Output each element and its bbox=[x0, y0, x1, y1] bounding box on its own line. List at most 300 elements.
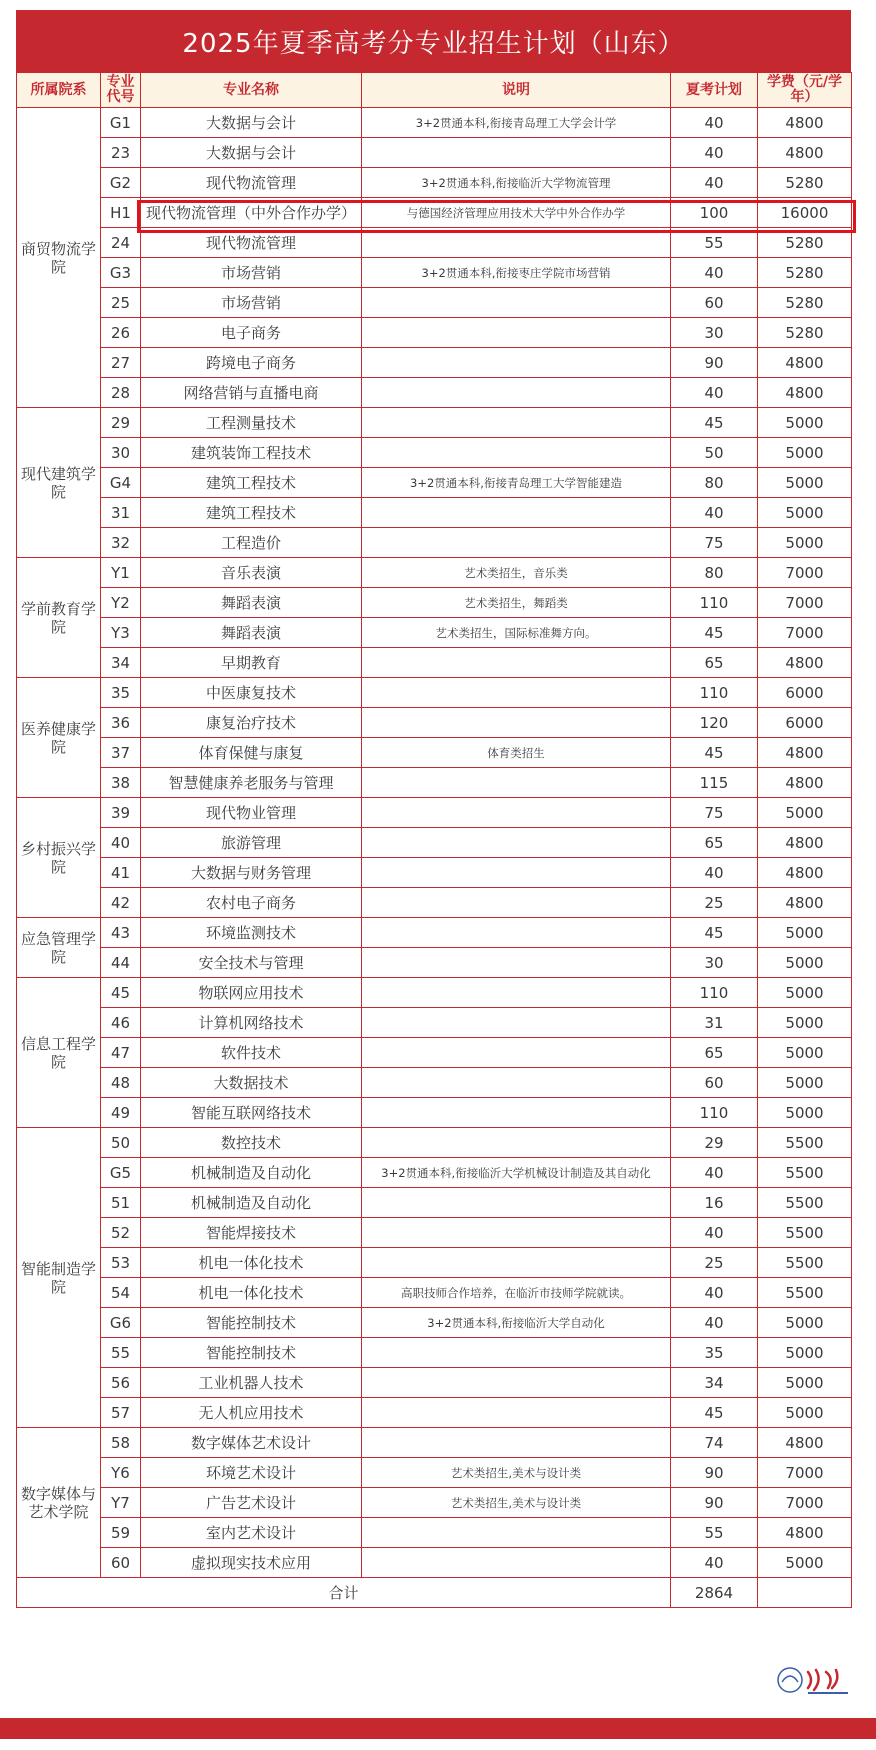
code-cell: 39 bbox=[101, 798, 141, 828]
note-cell: 与德国经济管理应用技术大学中外合作办学 bbox=[362, 198, 671, 228]
note-cell bbox=[362, 1338, 671, 1368]
major-name-cell: 中医康复技术 bbox=[141, 678, 362, 708]
code-cell: Y7 bbox=[101, 1488, 141, 1518]
note-cell: 3+2贯通本科,衔接青岛理工大学智能建造 bbox=[362, 468, 671, 498]
note-cell: 3+2贯通本科,衔接临沂大学机械设计制造及其自动化 bbox=[362, 1158, 671, 1188]
plan-cell: 45 bbox=[671, 618, 758, 648]
plan-cell: 25 bbox=[671, 888, 758, 918]
major-name-cell: 环境艺术设计 bbox=[141, 1458, 362, 1488]
table-row bbox=[17, 648, 852, 678]
code-cell: 34 bbox=[101, 648, 141, 678]
dept-cell: 乡村振兴学院 bbox=[17, 798, 101, 918]
header-plan: 夏考计划 bbox=[671, 73, 758, 108]
fee-cell: 5000 bbox=[758, 1008, 852, 1038]
plan-cell: 110 bbox=[671, 588, 758, 618]
plan-cell: 75 bbox=[671, 528, 758, 558]
plan-cell: 30 bbox=[671, 948, 758, 978]
note-cell bbox=[362, 858, 671, 888]
table-row bbox=[17, 1338, 852, 1368]
plan-cell: 60 bbox=[671, 1068, 758, 1098]
fee-cell: 4800 bbox=[758, 648, 852, 678]
major-name-cell: 广告艺术设计 bbox=[141, 1488, 362, 1518]
dept-cell: 学前教育学院 bbox=[17, 558, 101, 678]
major-name-cell: 大数据与会计 bbox=[141, 108, 362, 138]
plan-cell: 65 bbox=[671, 1038, 758, 1068]
enrollment-table bbox=[16, 72, 852, 1608]
fee-cell: 5280 bbox=[758, 228, 852, 258]
note-cell bbox=[362, 768, 671, 798]
table-row bbox=[17, 618, 852, 648]
code-cell: 48 bbox=[101, 1068, 141, 1098]
note-cell bbox=[362, 1098, 671, 1128]
fee-cell: 7000 bbox=[758, 618, 852, 648]
table-row bbox=[17, 1218, 852, 1248]
code-cell: 56 bbox=[101, 1368, 141, 1398]
fee-cell: 5000 bbox=[758, 798, 852, 828]
plan-cell: 74 bbox=[671, 1428, 758, 1458]
enrollment-plan-document bbox=[16, 10, 851, 1608]
table-row bbox=[17, 1278, 852, 1308]
major-name-cell: 虚拟现实技术应用 bbox=[141, 1548, 362, 1578]
code-cell: 60 bbox=[101, 1548, 141, 1578]
fee-cell: 4800 bbox=[758, 1428, 852, 1458]
fee-cell: 5500 bbox=[758, 1248, 852, 1278]
fee-cell: 5000 bbox=[758, 498, 852, 528]
plan-cell: 110 bbox=[671, 978, 758, 1008]
table-row bbox=[17, 1518, 852, 1548]
note-cell bbox=[362, 318, 671, 348]
major-name-cell: 智能互联网络技术 bbox=[141, 1098, 362, 1128]
code-cell: G4 bbox=[101, 468, 141, 498]
code-cell: Y6 bbox=[101, 1458, 141, 1488]
fee-cell: 5500 bbox=[758, 1218, 852, 1248]
code-cell: 47 bbox=[101, 1038, 141, 1068]
note-cell: 高职技师合作培养，在临沂市技师学院就读。 bbox=[362, 1278, 671, 1308]
total-label: 合计 bbox=[17, 1578, 671, 1608]
plan-cell: 45 bbox=[671, 408, 758, 438]
plan-cell: 90 bbox=[671, 348, 758, 378]
table-row bbox=[17, 828, 852, 858]
major-name-cell: 工程造价 bbox=[141, 528, 362, 558]
major-name-cell: 室内艺术设计 bbox=[141, 1518, 362, 1548]
table-row bbox=[17, 858, 852, 888]
plan-cell: 55 bbox=[671, 228, 758, 258]
plan-cell: 40 bbox=[671, 1218, 758, 1248]
table-row bbox=[17, 498, 852, 528]
code-cell: 46 bbox=[101, 1008, 141, 1038]
note-cell bbox=[362, 1218, 671, 1248]
note-cell bbox=[362, 1368, 671, 1398]
major-name-cell: 工业机器人技术 bbox=[141, 1368, 362, 1398]
note-cell: 艺术类招生，音乐类 bbox=[362, 558, 671, 588]
table-body bbox=[17, 108, 852, 1608]
header-dept: 所属院系 bbox=[17, 73, 101, 108]
fee-cell: 5000 bbox=[758, 1068, 852, 1098]
plan-cell: 40 bbox=[671, 1308, 758, 1338]
major-name-cell: 无人机应用技术 bbox=[141, 1398, 362, 1428]
header-fee: 学费（元/学年） bbox=[758, 73, 852, 108]
table-row bbox=[17, 258, 852, 288]
fee-cell: 4800 bbox=[758, 738, 852, 768]
table-row bbox=[17, 1368, 852, 1398]
code-cell: 50 bbox=[101, 1128, 141, 1158]
note-cell bbox=[362, 408, 671, 438]
table-row bbox=[17, 228, 852, 258]
table-row bbox=[17, 798, 852, 828]
table-row bbox=[17, 528, 852, 558]
note-cell bbox=[362, 378, 671, 408]
dept-cell: 应急管理学院 bbox=[17, 918, 101, 978]
fee-cell: 5000 bbox=[758, 1038, 852, 1068]
code-cell: 45 bbox=[101, 978, 141, 1008]
code-cell: 28 bbox=[101, 378, 141, 408]
plan-cell: 45 bbox=[671, 918, 758, 948]
dept-cell: 现代建筑学院 bbox=[17, 408, 101, 558]
total-fee bbox=[758, 1578, 852, 1608]
plan-cell: 25 bbox=[671, 1248, 758, 1278]
code-cell: 35 bbox=[101, 678, 141, 708]
plan-cell: 50 bbox=[671, 438, 758, 468]
fee-cell: 4800 bbox=[758, 1518, 852, 1548]
plan-cell: 110 bbox=[671, 678, 758, 708]
note-cell bbox=[362, 1518, 671, 1548]
fee-cell: 5000 bbox=[758, 1098, 852, 1128]
code-cell: 53 bbox=[101, 1248, 141, 1278]
fee-cell: 5000 bbox=[758, 468, 852, 498]
code-cell: G5 bbox=[101, 1158, 141, 1188]
note-cell bbox=[362, 528, 671, 558]
plan-cell: 40 bbox=[671, 108, 758, 138]
fee-cell: 5000 bbox=[758, 1338, 852, 1368]
code-cell: 36 bbox=[101, 708, 141, 738]
code-cell: 41 bbox=[101, 858, 141, 888]
header-code: 专业代号 bbox=[101, 73, 141, 108]
note-cell: 艺术类招生,美术与设计类 bbox=[362, 1458, 671, 1488]
fee-cell: 5000 bbox=[758, 948, 852, 978]
plan-cell: 40 bbox=[671, 498, 758, 528]
code-cell: 23 bbox=[101, 138, 141, 168]
code-cell: 24 bbox=[101, 228, 141, 258]
table-row bbox=[17, 918, 852, 948]
code-cell: 38 bbox=[101, 768, 141, 798]
major-name-cell: 建筑工程技术 bbox=[141, 498, 362, 528]
major-name-cell: 物联网应用技术 bbox=[141, 978, 362, 1008]
code-cell: 26 bbox=[101, 318, 141, 348]
table-row bbox=[17, 378, 852, 408]
major-name-cell: 现代物业管理 bbox=[141, 798, 362, 828]
fee-cell: 4800 bbox=[758, 108, 852, 138]
fee-cell: 5000 bbox=[758, 438, 852, 468]
table-row bbox=[17, 168, 852, 198]
code-cell: 32 bbox=[101, 528, 141, 558]
note-cell: 艺术类招生,美术与设计类 bbox=[362, 1488, 671, 1518]
note-cell bbox=[362, 1428, 671, 1458]
table-row bbox=[17, 1188, 852, 1218]
major-name-cell: 电子商务 bbox=[141, 318, 362, 348]
code-cell: 42 bbox=[101, 888, 141, 918]
header-note: 说明 bbox=[362, 73, 671, 108]
major-name-cell: 机电一体化技术 bbox=[141, 1278, 362, 1308]
table-row bbox=[17, 738, 852, 768]
plan-cell: 80 bbox=[671, 558, 758, 588]
fee-cell: 5280 bbox=[758, 258, 852, 288]
major-name-cell: 软件技术 bbox=[141, 1038, 362, 1068]
code-cell: 37 bbox=[101, 738, 141, 768]
note-cell bbox=[362, 1188, 671, 1218]
code-cell: Y1 bbox=[101, 558, 141, 588]
table-row bbox=[17, 138, 852, 168]
plan-cell: 60 bbox=[671, 288, 758, 318]
major-name-cell: 体育保健与康复 bbox=[141, 738, 362, 768]
table-row bbox=[17, 1548, 852, 1578]
fee-cell: 5000 bbox=[758, 408, 852, 438]
note-cell bbox=[362, 828, 671, 858]
table-row bbox=[17, 1458, 852, 1488]
plan-cell: 40 bbox=[671, 1278, 758, 1308]
note-cell bbox=[362, 948, 671, 978]
fee-cell: 6000 bbox=[758, 678, 852, 708]
table-row bbox=[17, 1038, 852, 1068]
plan-cell: 55 bbox=[671, 1518, 758, 1548]
note-cell bbox=[362, 288, 671, 318]
note-cell bbox=[362, 1038, 671, 1068]
table-row bbox=[17, 408, 852, 438]
note-cell bbox=[362, 1128, 671, 1158]
table-row bbox=[17, 1068, 852, 1098]
plan-cell: 40 bbox=[671, 138, 758, 168]
note-cell bbox=[362, 978, 671, 1008]
code-cell: 43 bbox=[101, 918, 141, 948]
table-row bbox=[17, 768, 852, 798]
plan-cell: 65 bbox=[671, 648, 758, 678]
major-name-cell: 环境监测技术 bbox=[141, 918, 362, 948]
table-row bbox=[17, 708, 852, 738]
major-name-cell: 舞蹈表演 bbox=[141, 588, 362, 618]
fee-cell: 4800 bbox=[758, 888, 852, 918]
major-name-cell: 建筑装饰工程技术 bbox=[141, 438, 362, 468]
major-name-cell: 市场营销 bbox=[141, 258, 362, 288]
fee-cell: 4800 bbox=[758, 138, 852, 168]
table-row bbox=[17, 348, 852, 378]
table-row bbox=[17, 318, 852, 348]
note-cell bbox=[362, 918, 671, 948]
plan-cell: 29 bbox=[671, 1128, 758, 1158]
fee-cell: 5000 bbox=[758, 1368, 852, 1398]
code-cell: 44 bbox=[101, 948, 141, 978]
major-name-cell: 机电一体化技术 bbox=[141, 1248, 362, 1278]
fee-cell: 4800 bbox=[758, 378, 852, 408]
table-row bbox=[17, 1158, 852, 1188]
table-row bbox=[17, 588, 852, 618]
plan-cell: 110 bbox=[671, 1098, 758, 1128]
dept-cell: 智能制造学院 bbox=[17, 1128, 101, 1428]
major-name-cell: 数字媒体艺术设计 bbox=[141, 1428, 362, 1458]
fee-cell: 5500 bbox=[758, 1158, 852, 1188]
total-plan: 2864 bbox=[671, 1578, 758, 1608]
fee-cell: 5500 bbox=[758, 1128, 852, 1158]
code-cell: 25 bbox=[101, 288, 141, 318]
fee-cell: 5280 bbox=[758, 168, 852, 198]
code-cell: 51 bbox=[101, 1188, 141, 1218]
major-name-cell: 大数据技术 bbox=[141, 1068, 362, 1098]
plan-cell: 120 bbox=[671, 708, 758, 738]
fee-cell: 7000 bbox=[758, 558, 852, 588]
fee-cell: 7000 bbox=[758, 588, 852, 618]
plan-cell: 40 bbox=[671, 1548, 758, 1578]
fee-cell: 4800 bbox=[758, 348, 852, 378]
plan-cell: 40 bbox=[671, 168, 758, 198]
code-cell: 57 bbox=[101, 1398, 141, 1428]
table-row bbox=[17, 678, 852, 708]
fee-cell: 5000 bbox=[758, 918, 852, 948]
note-cell bbox=[362, 678, 671, 708]
code-cell: 58 bbox=[101, 1428, 141, 1458]
dept-cell: 信息工程学院 bbox=[17, 978, 101, 1128]
plan-cell: 40 bbox=[671, 858, 758, 888]
plan-cell: 16 bbox=[671, 1188, 758, 1218]
fee-cell: 5000 bbox=[758, 1398, 852, 1428]
note-cell bbox=[362, 138, 671, 168]
note-cell bbox=[362, 708, 671, 738]
code-cell: 52 bbox=[101, 1218, 141, 1248]
fee-cell: 16000 bbox=[758, 198, 852, 228]
note-cell: 体育类招生 bbox=[362, 738, 671, 768]
note-cell bbox=[362, 228, 671, 258]
table-row bbox=[17, 438, 852, 468]
major-name-cell: 网络营销与直播电商 bbox=[141, 378, 362, 408]
major-name-cell: 智慧健康养老服务与管理 bbox=[141, 768, 362, 798]
fee-cell: 5500 bbox=[758, 1188, 852, 1218]
table-row bbox=[17, 1398, 852, 1428]
code-cell: 54 bbox=[101, 1278, 141, 1308]
fee-cell: 4800 bbox=[758, 858, 852, 888]
note-cell bbox=[362, 798, 671, 828]
note-cell bbox=[362, 498, 671, 528]
major-name-cell: 早期教育 bbox=[141, 648, 362, 678]
plan-cell: 80 bbox=[671, 468, 758, 498]
code-cell: Y3 bbox=[101, 618, 141, 648]
plan-cell: 45 bbox=[671, 1398, 758, 1428]
code-cell: 30 bbox=[101, 438, 141, 468]
major-name-cell: 旅游管理 bbox=[141, 828, 362, 858]
major-name-cell: 智能焊接技术 bbox=[141, 1218, 362, 1248]
note-cell bbox=[362, 888, 671, 918]
code-cell: 49 bbox=[101, 1098, 141, 1128]
footer-bar bbox=[0, 1718, 876, 1739]
major-name-cell: 市场营销 bbox=[141, 288, 362, 318]
note-cell: 3+2贯通本科,衔接临沂大学物流管理 bbox=[362, 168, 671, 198]
page-title: 2025年夏季高考分专业招生计划（山东） bbox=[16, 10, 851, 72]
code-cell: 55 bbox=[101, 1338, 141, 1368]
major-name-cell: 大数据与会计 bbox=[141, 138, 362, 168]
code-cell: G1 bbox=[101, 108, 141, 138]
note-cell bbox=[362, 1068, 671, 1098]
fee-cell: 7000 bbox=[758, 1458, 852, 1488]
plan-cell: 34 bbox=[671, 1368, 758, 1398]
total-row bbox=[17, 1578, 852, 1608]
note-cell bbox=[362, 1398, 671, 1428]
major-name-cell: 机械制造及自动化 bbox=[141, 1158, 362, 1188]
fee-cell: 5280 bbox=[758, 318, 852, 348]
plan-cell: 90 bbox=[671, 1488, 758, 1518]
fee-cell: 5280 bbox=[758, 288, 852, 318]
major-name-cell: 舞蹈表演 bbox=[141, 618, 362, 648]
plan-cell: 31 bbox=[671, 1008, 758, 1038]
table-row bbox=[17, 1098, 852, 1128]
major-name-cell: 农村电子商务 bbox=[141, 888, 362, 918]
major-name-cell: 智能控制技术 bbox=[141, 1308, 362, 1338]
fee-cell: 5000 bbox=[758, 1308, 852, 1338]
major-name-cell: 跨境电子商务 bbox=[141, 348, 362, 378]
note-cell bbox=[362, 648, 671, 678]
code-cell: 27 bbox=[101, 348, 141, 378]
note-cell bbox=[362, 1548, 671, 1578]
plan-cell: 45 bbox=[671, 738, 758, 768]
major-name-cell: 现代物流管理 bbox=[141, 168, 362, 198]
code-cell: G2 bbox=[101, 168, 141, 198]
note-cell bbox=[362, 438, 671, 468]
fee-cell: 7000 bbox=[758, 1488, 852, 1518]
major-name-cell: 机械制造及自动化 bbox=[141, 1188, 362, 1218]
dept-cell: 数字媒体与艺术学院 bbox=[17, 1428, 101, 1578]
table-row bbox=[17, 108, 852, 138]
table-row bbox=[17, 888, 852, 918]
note-cell bbox=[362, 1248, 671, 1278]
table-row bbox=[17, 198, 852, 228]
table-row bbox=[17, 1128, 852, 1158]
plan-cell: 40 bbox=[671, 378, 758, 408]
major-name-cell: 现代物流管理（中外合作办学） bbox=[141, 198, 362, 228]
plan-cell: 75 bbox=[671, 798, 758, 828]
dept-cell: 医养健康学院 bbox=[17, 678, 101, 798]
code-cell: G6 bbox=[101, 1308, 141, 1338]
code-cell: Y2 bbox=[101, 588, 141, 618]
major-name-cell: 大数据与财务管理 bbox=[141, 858, 362, 888]
note-cell bbox=[362, 1008, 671, 1038]
header-name: 专业名称 bbox=[141, 73, 362, 108]
plan-cell: 30 bbox=[671, 318, 758, 348]
code-cell: 40 bbox=[101, 828, 141, 858]
table-row bbox=[17, 948, 852, 978]
fee-cell: 5000 bbox=[758, 1548, 852, 1578]
plan-cell: 35 bbox=[671, 1338, 758, 1368]
fee-cell: 4800 bbox=[758, 768, 852, 798]
note-cell: 艺术类招生，舞蹈类 bbox=[362, 588, 671, 618]
major-name-cell: 计算机网络技术 bbox=[141, 1008, 362, 1038]
table-row bbox=[17, 1248, 852, 1278]
fee-cell: 5500 bbox=[758, 1278, 852, 1308]
fee-cell: 5000 bbox=[758, 528, 852, 558]
table-header-row bbox=[17, 73, 852, 108]
major-name-cell: 数控技术 bbox=[141, 1128, 362, 1158]
code-cell: 59 bbox=[101, 1518, 141, 1548]
major-name-cell: 安全技术与管理 bbox=[141, 948, 362, 978]
major-name-cell: 工程测量技术 bbox=[141, 408, 362, 438]
code-cell: G3 bbox=[101, 258, 141, 288]
school-logo-icon bbox=[776, 1662, 876, 1702]
note-cell: 艺术类招生，国际标准舞方向。 bbox=[362, 618, 671, 648]
major-name-cell: 音乐表演 bbox=[141, 558, 362, 588]
fee-cell: 5000 bbox=[758, 978, 852, 1008]
note-cell: 3+2贯通本科,衔接青岛理工大学会计学 bbox=[362, 108, 671, 138]
table-row bbox=[17, 1428, 852, 1458]
table-row bbox=[17, 1308, 852, 1338]
table-row bbox=[17, 978, 852, 1008]
fee-cell: 4800 bbox=[758, 828, 852, 858]
major-name-cell: 智能控制技术 bbox=[141, 1338, 362, 1368]
code-cell: 29 bbox=[101, 408, 141, 438]
fee-cell: 6000 bbox=[758, 708, 852, 738]
